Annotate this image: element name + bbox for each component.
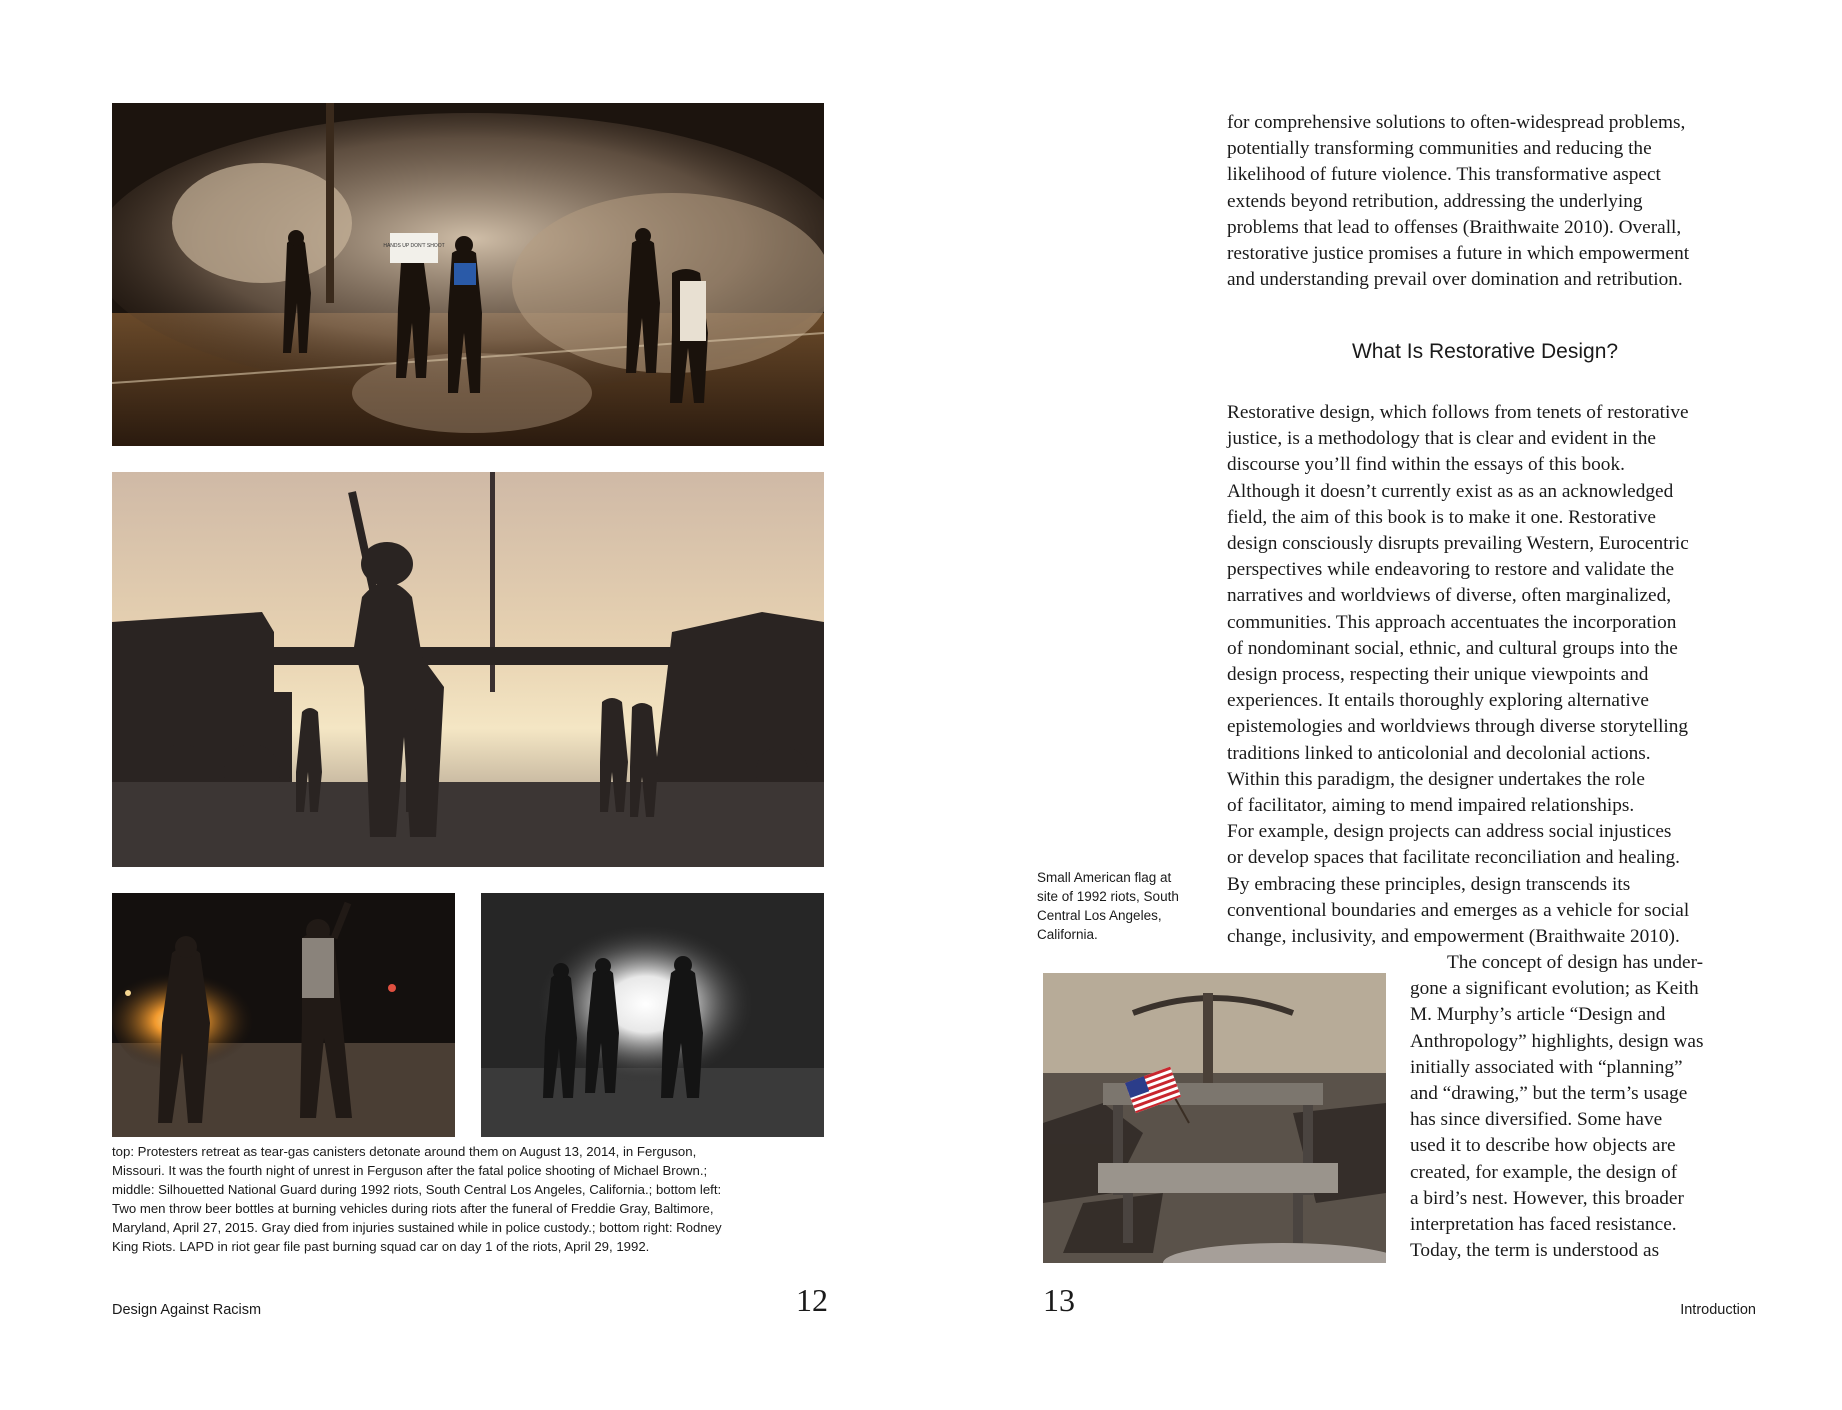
text-line: used it to describe how objects are: [1410, 1135, 1676, 1157]
text-line: interpretation has faced resistance.: [1410, 1214, 1677, 1236]
text-line: potentially transforming communities and reducing the: [1227, 138, 1652, 160]
text-line: of facilitator, aiming to mend impaired relationships.: [1227, 795, 1635, 817]
text-line: perspectives while endeavoring to restore and validate the: [1227, 559, 1675, 581]
text-line: design consciously disrupts prevailing Western, Eurocentric: [1227, 533, 1689, 555]
caption-line: King Riots. LAPD in riot gear file past burning squad car on day 1 of the riots, April 29, 1992.: [112, 1239, 650, 1254]
text-line: traditions linked to anticolonial and decolonial actions.: [1227, 742, 1651, 764]
text-line: and “drawing,” but the term’s usage: [1410, 1083, 1688, 1105]
text-line: has since diversified. Some have: [1410, 1109, 1663, 1131]
photo-baltimore-riots: [112, 893, 455, 1137]
caption-line: top: Protesters retreat as tear-gas canisters detonate around them on August 13, 2014, in Ferguson,: [112, 1144, 697, 1159]
caption-line: middle: Silhouetted National Guard during 1992 riots, South Central Los Angeles, California.; bottom left:: [112, 1182, 722, 1197]
protest-sign: HANDS UP DON'T SHOOT: [383, 243, 445, 249]
text-line: field, the aim of this book is to make it one. Restorative: [1227, 506, 1656, 528]
text-line: of nondominant social, ethnic, and cultural groups into the: [1227, 637, 1678, 659]
photo-lapd-squad-car: [481, 893, 824, 1137]
text-line: extends beyond retribution, addressing the underlying: [1227, 190, 1643, 212]
text-line: communities. This approach accentuates the incorporation: [1227, 611, 1677, 633]
photo-american-flag-rubble: [1043, 973, 1386, 1263]
photo-ferguson-tear-gas: [112, 103, 824, 446]
text-line: M. Murphy’s article “Design and: [1410, 1004, 1666, 1026]
caption-line: Maryland, April 27, 2015. Gray died from injuries sustained while in police custody.; bottom right: Rodney: [112, 1220, 722, 1235]
left-page-number: 12: [796, 1282, 828, 1318]
text-line: The concept of design has under-: [1447, 952, 1704, 973]
caption-line: site of 1992 riots, South: [1037, 889, 1179, 904]
text-line: created, for example, the design of: [1410, 1161, 1678, 1183]
caption-line: Missouri. It was the fourth night of unrest in Ferguson after the fatal police shooting of Michael Brown.;: [112, 1163, 708, 1178]
left-page-photo-caption: [112, 1142, 812, 1256]
text-line: Although it doesn’t currently exist as as an acknowledged: [1227, 480, 1674, 502]
text-line: justice, is a methodology that is clear and evident in the: [1227, 428, 1656, 450]
text-line: design process, respecting their unique viewpoints and: [1227, 664, 1649, 686]
caption-line: Small American flag at: [1037, 870, 1172, 885]
right-running-footer: Introduction: [1680, 1302, 1756, 1318]
text-line: Within this paradigm, the designer undertakes the role: [1227, 768, 1645, 790]
caption-line: Two men throw beer bottles at burning vehicles during riots after the funeral of Freddie Gray, Baltimore,: [112, 1201, 714, 1216]
caption-line: Central Los Angeles,: [1037, 908, 1162, 923]
text-line: experiences. It entails thoroughly exploring alternative: [1227, 690, 1649, 712]
design-evolution-paragraph: [1410, 950, 1703, 1264]
flag-photo-caption: [1037, 868, 1202, 944]
intro-paragraph: [1227, 110, 1689, 293]
text-line: conventional boundaries and emerges as a vehicle for social: [1227, 899, 1690, 921]
text-line: discourse you’ll find within the essays of this book.: [1227, 454, 1625, 476]
text-line: or develop spaces that facilitate reconciliation and healing.: [1227, 847, 1680, 869]
text-line: gone a significant evolution; as Keith: [1410, 978, 1699, 1000]
text-line: restorative justice promises a future in which empowerment: [1227, 243, 1690, 265]
section-heading: What Is Restorative Design?: [1351, 340, 1619, 363]
text-line: for comprehensive solutions to often-widespread problems,: [1227, 112, 1686, 133]
restorative-design-paragraph: [1227, 400, 1689, 950]
text-line: problems that lead to offenses (Braithwaite 2010). Overall,: [1227, 216, 1682, 238]
photo-national-guard: [112, 472, 824, 867]
caption-line: California.: [1037, 927, 1098, 942]
text-line: Today, the term is understood as: [1410, 1240, 1660, 1262]
text-line: For example, design projects can address social injustices: [1227, 821, 1672, 843]
text-line: and understanding prevail over domination and retribution.: [1227, 269, 1683, 291]
text-line: change, inclusivity, and empowerment (Braithwaite 2010).: [1227, 926, 1680, 948]
right-page-number: 13: [1043, 1282, 1075, 1318]
text-line: Anthropology” highlights, design was: [1410, 1030, 1704, 1052]
text-line: likelihood of future violence. This transformative aspect: [1227, 164, 1661, 186]
text-line: By embracing these principles, design transcends its: [1227, 873, 1631, 895]
text-line: Restorative design, which follows from tenets of restorative: [1227, 402, 1689, 423]
text-line: initially associated with “planning”: [1410, 1056, 1683, 1078]
text-line: narratives and worldviews of diverse, often marginalized,: [1227, 585, 1672, 607]
text-line: epistemologies and worldviews through diverse storytelling: [1227, 716, 1689, 738]
text-line: a bird’s nest. However, this broader: [1410, 1187, 1684, 1209]
left-running-footer: Design Against Racism: [112, 1302, 262, 1318]
